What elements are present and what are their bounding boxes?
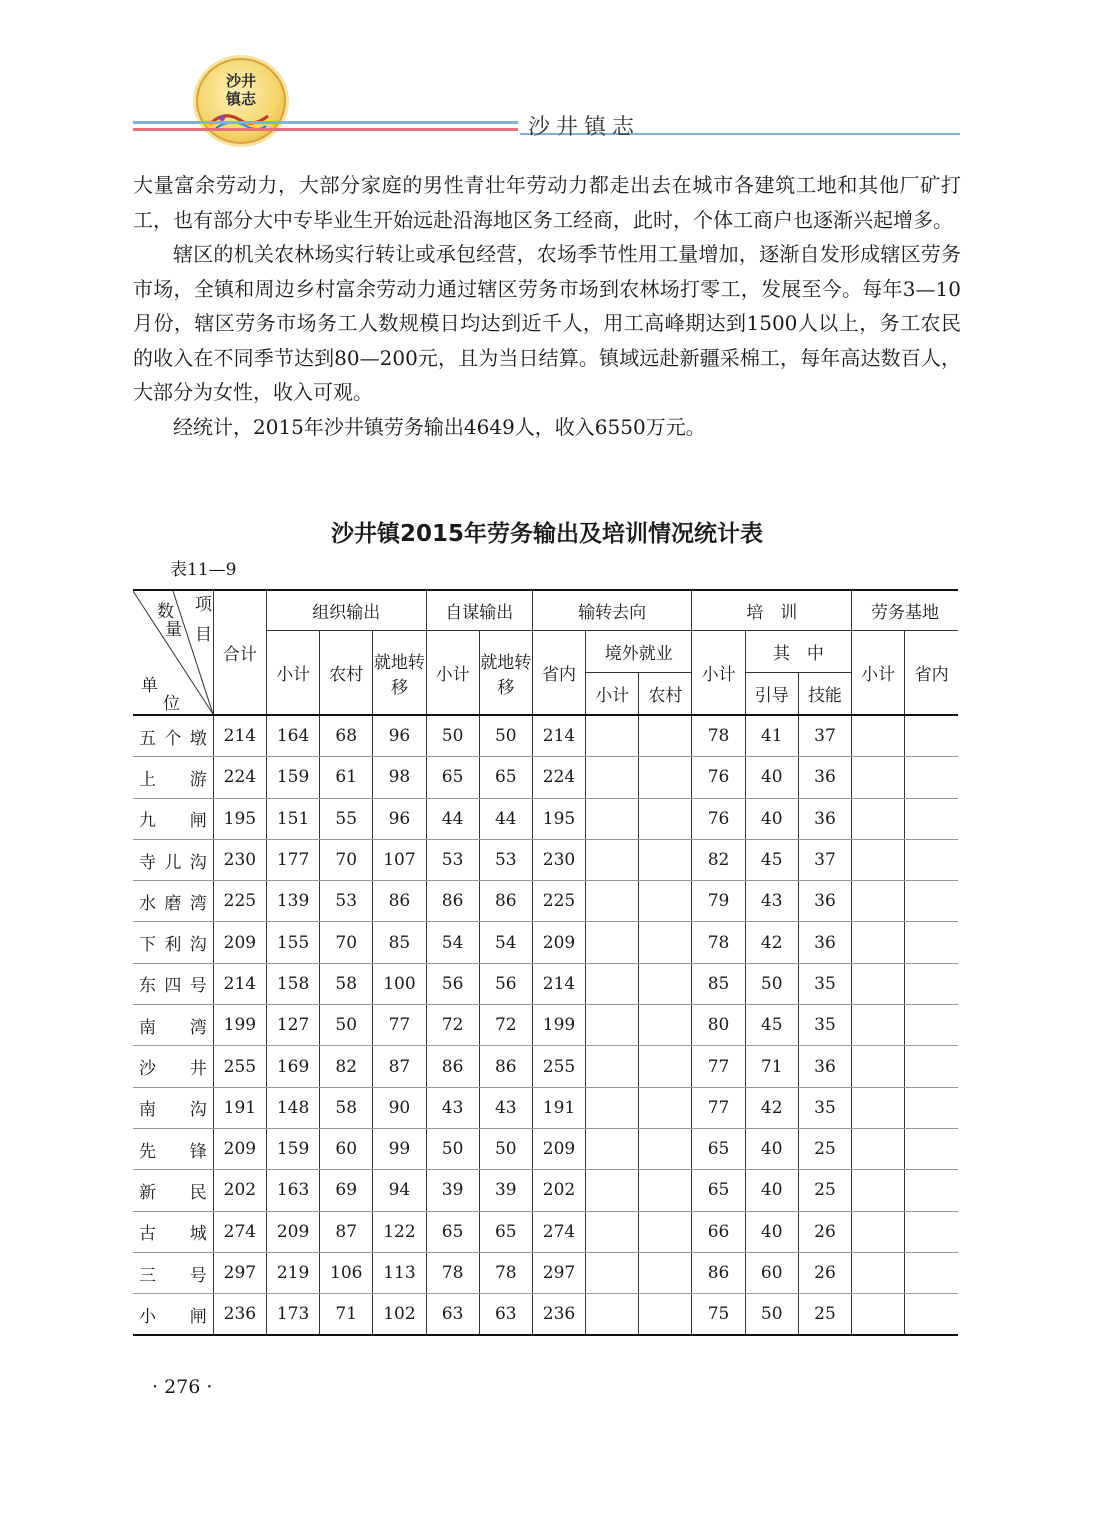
logo-lettering xyxy=(198,72,284,108)
header-base-subtotal: 小计 xyxy=(852,631,905,716)
labor-statistics-table xyxy=(133,589,958,1336)
header-base-province: 省内 xyxy=(905,631,958,716)
table-cell-self-local: 54 xyxy=(479,922,532,963)
table-cell-abroad-sub xyxy=(586,715,639,757)
page-number: · 276 · xyxy=(152,1376,213,1398)
table-cell-prov: 214 xyxy=(532,963,585,1004)
unit-name-cell: 南沟 xyxy=(133,1087,213,1128)
table-cell-total: 191 xyxy=(213,1087,266,1128)
table-cell-org-rural: 60 xyxy=(320,1128,373,1169)
table-cell-base-sub xyxy=(852,839,905,880)
table-cell-skill: 26 xyxy=(798,1211,851,1252)
table-cell-total: 224 xyxy=(213,757,266,798)
table-cell-org-local: 87 xyxy=(373,1046,426,1087)
table-cell-self-sub: 78 xyxy=(426,1252,479,1293)
table-cell-org-local: 94 xyxy=(373,1170,426,1211)
header-abroad-employment: 境外就业 xyxy=(586,631,692,673)
table-cell-prov: 191 xyxy=(532,1087,585,1128)
table-cell-train-sub: 76 xyxy=(692,757,745,798)
table-cell-self-sub: 86 xyxy=(426,881,479,922)
table-cell-self-local: 53 xyxy=(479,839,532,880)
table-cell-org-local: 122 xyxy=(373,1211,426,1252)
diag-label-shu: 数 xyxy=(157,602,174,622)
table-cell-total: 274 xyxy=(213,1211,266,1252)
table-cell-guide: 42 xyxy=(745,1087,798,1128)
table-cell-base-sub xyxy=(852,1046,905,1087)
table-body xyxy=(133,715,958,1335)
table-cell-abroad-rural xyxy=(639,1170,692,1211)
table-row xyxy=(133,839,958,880)
table-cell-abroad-sub xyxy=(586,1170,639,1211)
table-cell-self-local: 72 xyxy=(479,1005,532,1046)
table-cell-skill: 36 xyxy=(798,922,851,963)
unit-name-cell: 沙井 xyxy=(133,1046,213,1087)
unit-name-cell: 下利沟 xyxy=(133,922,213,963)
table-row xyxy=(133,715,958,757)
header-training-subtotal: 小计 xyxy=(692,631,745,716)
table-cell-train-sub: 78 xyxy=(692,922,745,963)
table-cell-guide: 60 xyxy=(745,1252,798,1293)
table-cell-total: 255 xyxy=(213,1046,266,1087)
header-rule-red xyxy=(133,128,518,131)
table-cell-skill: 25 xyxy=(798,1170,851,1211)
table-number: 表11—9 xyxy=(170,560,237,580)
table-cell-total: 236 xyxy=(213,1294,266,1336)
table-cell-base-prov xyxy=(905,1170,958,1211)
table-cell-org-rural: 58 xyxy=(320,1087,373,1128)
table-cell-self-local: 44 xyxy=(479,798,532,839)
table-cell-abroad-rural xyxy=(639,1087,692,1128)
table-cell-base-sub xyxy=(852,757,905,798)
table-cell-org-local: 96 xyxy=(373,798,426,839)
header-total: 合计 xyxy=(213,590,266,715)
table-cell-self-sub: 53 xyxy=(426,839,479,880)
table-cell-base-prov xyxy=(905,1294,958,1336)
table-cell-self-local: 86 xyxy=(479,881,532,922)
table-cell-skill: 35 xyxy=(798,1087,851,1128)
table-cell-train-sub: 76 xyxy=(692,798,745,839)
running-title: 沙井镇志 xyxy=(528,115,641,140)
table-cell-train-sub: 85 xyxy=(692,963,745,1004)
table-cell-total: 230 xyxy=(213,839,266,880)
table-cell-org-local: 85 xyxy=(373,922,426,963)
paragraph: 辖区的机关农林场实行转让或承包经营，农场季节性用工量增加，逐渐自发形成辖区劳务市场，全镇和周边乡村富余劳动力通过辖区劳务市场到农林场打零工，发展至今。每年3—10月份，辖区劳务市场务工人数规模日均达到近千人，用工高峰期达到1500人以上，务工农民的收入在不同季节达到80—200元，且为当日结算。镇域远赴新疆采棉工，每年高达数百人，大部分为女性，收入可观。 xyxy=(133,242,961,404)
table-cell-self-sub: 39 xyxy=(426,1170,479,1211)
table-cell-prov: 195 xyxy=(532,798,585,839)
unit-name-cell: 三号 xyxy=(133,1252,213,1293)
table-cell-base-sub xyxy=(852,798,905,839)
table-cell-prov: 255 xyxy=(532,1046,585,1087)
table-cell-guide: 40 xyxy=(745,1211,798,1252)
table-cell-org-local: 86 xyxy=(373,881,426,922)
table-cell-base-prov xyxy=(905,1087,958,1128)
table-cell-org-rural: 87 xyxy=(320,1211,373,1252)
header-among: 其 中 xyxy=(745,631,851,673)
table-cell-org-rural: 69 xyxy=(320,1170,373,1211)
table-cell-abroad-rural xyxy=(639,715,692,757)
table-cell-base-prov xyxy=(905,881,958,922)
table-cell-base-sub xyxy=(852,1211,905,1252)
table-cell-prov: 199 xyxy=(532,1005,585,1046)
table-cell-skill: 36 xyxy=(798,798,851,839)
header-transfer-destination: 输转去向 xyxy=(532,590,692,631)
table-cell-skill: 25 xyxy=(798,1294,851,1336)
header-rule-blue xyxy=(133,121,518,124)
table-cell-self-local: 65 xyxy=(479,757,532,798)
table-cell-base-prov xyxy=(905,1005,958,1046)
diag-label-dan: 单 xyxy=(141,676,158,696)
table-cell-abroad-sub xyxy=(586,839,639,880)
table-cell-prov: 202 xyxy=(532,1170,585,1211)
table-row xyxy=(133,1252,958,1293)
table-cell-org-sub: 164 xyxy=(266,715,319,757)
table-cell-skill: 26 xyxy=(798,1252,851,1293)
table-cell-org-rural: 70 xyxy=(320,839,373,880)
table-cell-org-rural: 68 xyxy=(320,715,373,757)
table-cell-base-prov xyxy=(905,839,958,880)
unit-name-cell: 水磨湾 xyxy=(133,881,213,922)
diag-label-liang: 量 xyxy=(165,620,182,640)
header-org-output: 组织输出 xyxy=(266,590,426,631)
table-cell-self-sub: 86 xyxy=(426,1046,479,1087)
table-cell-base-prov xyxy=(905,1252,958,1293)
unit-name-cell: 上游 xyxy=(133,757,213,798)
table-cell-self-local: 78 xyxy=(479,1252,532,1293)
diag-label-xiang: 项 xyxy=(195,595,212,615)
table-row xyxy=(133,1211,958,1252)
table-row xyxy=(133,1005,958,1046)
table-cell-train-sub: 65 xyxy=(692,1128,745,1169)
table-cell-org-local: 100 xyxy=(373,963,426,1004)
town-logo-emblem xyxy=(196,58,286,144)
table-cell-total: 297 xyxy=(213,1252,266,1293)
header-labor-base: 劳务基地 xyxy=(852,590,958,631)
table-cell-guide: 50 xyxy=(745,1294,798,1336)
table-cell-org-rural: 61 xyxy=(320,757,373,798)
table-title: 沙井镇2015年劳务输出及培训情况统计表 xyxy=(330,521,763,547)
table-cell-org-local: 107 xyxy=(373,839,426,880)
table-cell-train-sub: 86 xyxy=(692,1252,745,1293)
table-row xyxy=(133,1170,958,1211)
table-cell-abroad-sub xyxy=(586,1005,639,1046)
table-row xyxy=(133,1087,958,1128)
table-cell-abroad-rural xyxy=(639,1294,692,1336)
table-cell-abroad-rural xyxy=(639,963,692,1004)
table-cell-base-prov xyxy=(905,1128,958,1169)
table-cell-org-rural: 71 xyxy=(320,1294,373,1336)
table-cell-abroad-sub xyxy=(586,1128,639,1169)
table-cell-org-local: 99 xyxy=(373,1128,426,1169)
table-cell-base-sub xyxy=(852,1005,905,1046)
table-cell-abroad-rural xyxy=(639,757,692,798)
table-cell-org-local: 113 xyxy=(373,1252,426,1293)
unit-name-cell: 新民 xyxy=(133,1170,213,1211)
table-cell-skill: 35 xyxy=(798,1005,851,1046)
table-cell-guide: 40 xyxy=(745,757,798,798)
table-cell-base-sub xyxy=(852,1252,905,1293)
table-cell-abroad-rural xyxy=(639,839,692,880)
table-cell-train-sub: 75 xyxy=(692,1294,745,1336)
table-cell-base-prov xyxy=(905,757,958,798)
header-in-province: 省内 xyxy=(532,631,585,716)
table-cell-base-prov xyxy=(905,798,958,839)
header-skill: 技能 xyxy=(798,673,851,716)
table-cell-self-local: 56 xyxy=(479,963,532,1004)
table-cell-abroad-sub xyxy=(586,1252,639,1293)
header-training: 培 训 xyxy=(692,590,852,631)
table-cell-org-sub: 169 xyxy=(266,1046,319,1087)
table-cell-abroad-sub xyxy=(586,963,639,1004)
unit-name-cell: 五个墩 xyxy=(133,715,213,757)
table-cell-org-sub: 159 xyxy=(266,757,319,798)
table-cell-abroad-sub xyxy=(586,922,639,963)
table-row xyxy=(133,757,958,798)
table-cell-abroad-sub xyxy=(586,798,639,839)
table-cell-self-local: 50 xyxy=(479,1128,532,1169)
table-cell-skill: 37 xyxy=(798,715,851,757)
table-cell-total: 195 xyxy=(213,798,266,839)
table-cell-guide: 41 xyxy=(745,715,798,757)
logo-line-1: 沙井 xyxy=(225,72,256,90)
table-row xyxy=(133,1128,958,1169)
table-cell-org-sub: 127 xyxy=(266,1005,319,1046)
unit-name-cell: 先锋 xyxy=(133,1128,213,1169)
table-cell-self-local: 63 xyxy=(479,1294,532,1336)
table-cell-prov: 297 xyxy=(532,1252,585,1293)
table-cell-org-local: 77 xyxy=(373,1005,426,1046)
table-cell-abroad-rural xyxy=(639,881,692,922)
table-cell-base-sub xyxy=(852,1170,905,1211)
table-cell-guide: 42 xyxy=(745,922,798,963)
table-cell-train-sub: 77 xyxy=(692,1087,745,1128)
table-cell-self-local: 86 xyxy=(479,1046,532,1087)
table-row xyxy=(133,881,958,922)
table-cell-self-sub: 50 xyxy=(426,715,479,757)
table-cell-guide: 43 xyxy=(745,881,798,922)
table-cell-abroad-rural xyxy=(639,1252,692,1293)
table-row xyxy=(133,963,958,1004)
table-cell-self-local: 65 xyxy=(479,1211,532,1252)
diagonal-header-cell xyxy=(133,590,213,715)
table-cell-base-sub xyxy=(852,963,905,1004)
table-cell-org-rural: 58 xyxy=(320,963,373,1004)
table-cell-self-sub: 43 xyxy=(426,1087,479,1128)
table-cell-org-sub: 209 xyxy=(266,1211,319,1252)
table-cell-abroad-rural xyxy=(639,1128,692,1169)
table-cell-train-sub: 80 xyxy=(692,1005,745,1046)
table-cell-total: 199 xyxy=(213,1005,266,1046)
table-cell-skill: 36 xyxy=(798,881,851,922)
table-cell-prov: 230 xyxy=(532,839,585,880)
table-cell-self-sub: 56 xyxy=(426,963,479,1004)
table-cell-abroad-sub xyxy=(586,881,639,922)
logo-line-2: 镇志 xyxy=(225,90,256,108)
header-self-local: 就地转移 xyxy=(479,631,532,716)
paragraph: 经统计，2015年沙井镇劳务输出4649人，收入6550万元。 xyxy=(173,414,706,439)
table-cell-base-prov xyxy=(905,1046,958,1087)
table-row xyxy=(133,1294,958,1336)
table-cell-org-rural: 82 xyxy=(320,1046,373,1087)
diag-label-wei: 位 xyxy=(163,694,180,714)
table-cell-org-sub: 155 xyxy=(266,922,319,963)
table-cell-org-sub: 148 xyxy=(266,1087,319,1128)
page-header xyxy=(0,0,1093,150)
unit-name-cell: 寺儿沟 xyxy=(133,839,213,880)
table-cell-total: 214 xyxy=(213,715,266,757)
unit-name-cell: 古城 xyxy=(133,1211,213,1252)
body-text xyxy=(133,168,961,444)
table-cell-base-sub xyxy=(852,715,905,757)
table-cell-base-prov xyxy=(905,1211,958,1252)
table-cell-guide: 40 xyxy=(745,1170,798,1211)
table-cell-org-sub: 177 xyxy=(266,839,319,880)
table-cell-self-sub: 65 xyxy=(426,1211,479,1252)
table-cell-org-sub: 139 xyxy=(266,881,319,922)
table-cell-org-sub: 173 xyxy=(266,1294,319,1336)
table-cell-guide: 45 xyxy=(745,1005,798,1046)
table-cell-abroad-rural xyxy=(639,1211,692,1252)
table-cell-total: 214 xyxy=(213,963,266,1004)
header-self-subtotal: 小计 xyxy=(426,631,479,716)
table-cell-base-sub xyxy=(852,1294,905,1336)
table-cell-prov: 236 xyxy=(532,1294,585,1336)
table-cell-org-local: 102 xyxy=(373,1294,426,1336)
table-cell-prov: 209 xyxy=(532,922,585,963)
table-cell-abroad-sub xyxy=(586,1211,639,1252)
table-cell-prov: 274 xyxy=(532,1211,585,1252)
table-cell-self-sub: 63 xyxy=(426,1294,479,1336)
table-row xyxy=(133,922,958,963)
header-org-subtotal: 小计 xyxy=(266,631,319,716)
table-cell-self-local: 50 xyxy=(479,715,532,757)
table-cell-train-sub: 77 xyxy=(692,1046,745,1087)
table-cell-abroad-rural xyxy=(639,798,692,839)
table-cell-abroad-rural xyxy=(639,1046,692,1087)
table-cell-train-sub: 78 xyxy=(692,715,745,757)
header-guide: 引导 xyxy=(745,673,798,716)
table-cell-abroad-sub xyxy=(586,1046,639,1087)
table-row xyxy=(133,1046,958,1087)
table-cell-org-sub: 219 xyxy=(266,1252,319,1293)
table-cell-guide: 71 xyxy=(745,1046,798,1087)
table-cell-prov: 214 xyxy=(532,715,585,757)
table-cell-skill: 35 xyxy=(798,963,851,1004)
header-org-rural: 农村 xyxy=(320,631,373,716)
table-cell-self-sub: 44 xyxy=(426,798,479,839)
table-cell-abroad-sub xyxy=(586,757,639,798)
table-cell-base-sub xyxy=(852,881,905,922)
table-cell-skill: 25 xyxy=(798,1128,851,1169)
table-cell-self-sub: 72 xyxy=(426,1005,479,1046)
table-cell-guide: 40 xyxy=(745,798,798,839)
table-cell-org-sub: 151 xyxy=(266,798,319,839)
table-cell-org-rural: 53 xyxy=(320,881,373,922)
table-cell-self-local: 43 xyxy=(479,1087,532,1128)
header-org-local: 就地转移 xyxy=(373,631,426,716)
table-cell-train-sub: 65 xyxy=(692,1170,745,1211)
table-cell-total: 202 xyxy=(213,1170,266,1211)
unit-name-cell: 小闸 xyxy=(133,1294,213,1336)
header-abroad-subtotal: 小计 xyxy=(586,673,639,716)
table-cell-guide: 45 xyxy=(745,839,798,880)
header-abroad-rural: 农村 xyxy=(639,673,692,716)
table-cell-abroad-sub xyxy=(586,1294,639,1336)
table-cell-base-prov xyxy=(905,715,958,757)
table-cell-skill: 36 xyxy=(798,1046,851,1087)
table-cell-org-local: 90 xyxy=(373,1087,426,1128)
table-cell-base-sub xyxy=(852,922,905,963)
table-cell-train-sub: 79 xyxy=(692,881,745,922)
table-cell-org-rural: 55 xyxy=(320,798,373,839)
table-cell-base-prov xyxy=(905,922,958,963)
table-cell-total: 209 xyxy=(213,922,266,963)
unit-name-cell: 九闸 xyxy=(133,798,213,839)
table-cell-org-local: 96 xyxy=(373,715,426,757)
table-cell-skill: 37 xyxy=(798,839,851,880)
table-cell-abroad-rural xyxy=(639,1005,692,1046)
table-cell-total: 209 xyxy=(213,1128,266,1169)
table-cell-self-sub: 54 xyxy=(426,922,479,963)
table-cell-org-rural: 106 xyxy=(320,1252,373,1293)
unit-name-cell: 东四号 xyxy=(133,963,213,1004)
diag-label-mu: 目 xyxy=(195,625,212,645)
table-cell-org-rural: 50 xyxy=(320,1005,373,1046)
table-cell-prov: 209 xyxy=(532,1128,585,1169)
table-cell-org-sub: 159 xyxy=(266,1128,319,1169)
table-cell-base-sub xyxy=(852,1087,905,1128)
table-cell-org-sub: 163 xyxy=(266,1170,319,1211)
table-cell-train-sub: 82 xyxy=(692,839,745,880)
table-cell-org-local: 98 xyxy=(373,757,426,798)
unit-name-cell: 南湾 xyxy=(133,1005,213,1046)
table-cell-abroad-rural xyxy=(639,922,692,963)
table-cell-org-sub: 158 xyxy=(266,963,319,1004)
table-cell-prov: 224 xyxy=(532,757,585,798)
table-cell-skill: 36 xyxy=(798,757,851,798)
table-cell-org-rural: 70 xyxy=(320,922,373,963)
table-cell-base-prov xyxy=(905,963,958,1004)
paragraph: 大量富余劳动力，大部分家庭的男性青壮年劳动力都走出去在城市各建筑工地和其他厂矿打工，也有部分大中专毕业生开始远赴沿海地区务工经商，此时，个体工商户也逐渐兴起增多。 xyxy=(133,173,961,232)
table-cell-base-sub xyxy=(852,1128,905,1169)
table-row xyxy=(133,798,958,839)
table-cell-train-sub: 66 xyxy=(692,1211,745,1252)
table-cell-self-sub: 50 xyxy=(426,1128,479,1169)
table-cell-self-local: 39 xyxy=(479,1170,532,1211)
table-cell-self-sub: 65 xyxy=(426,757,479,798)
table-cell-guide: 40 xyxy=(745,1128,798,1169)
table-cell-abroad-sub xyxy=(586,1087,639,1128)
header-self-output: 自谋输出 xyxy=(426,590,532,631)
table-cell-total: 225 xyxy=(213,881,266,922)
table-cell-guide: 50 xyxy=(745,963,798,1004)
table-cell-prov: 225 xyxy=(532,881,585,922)
